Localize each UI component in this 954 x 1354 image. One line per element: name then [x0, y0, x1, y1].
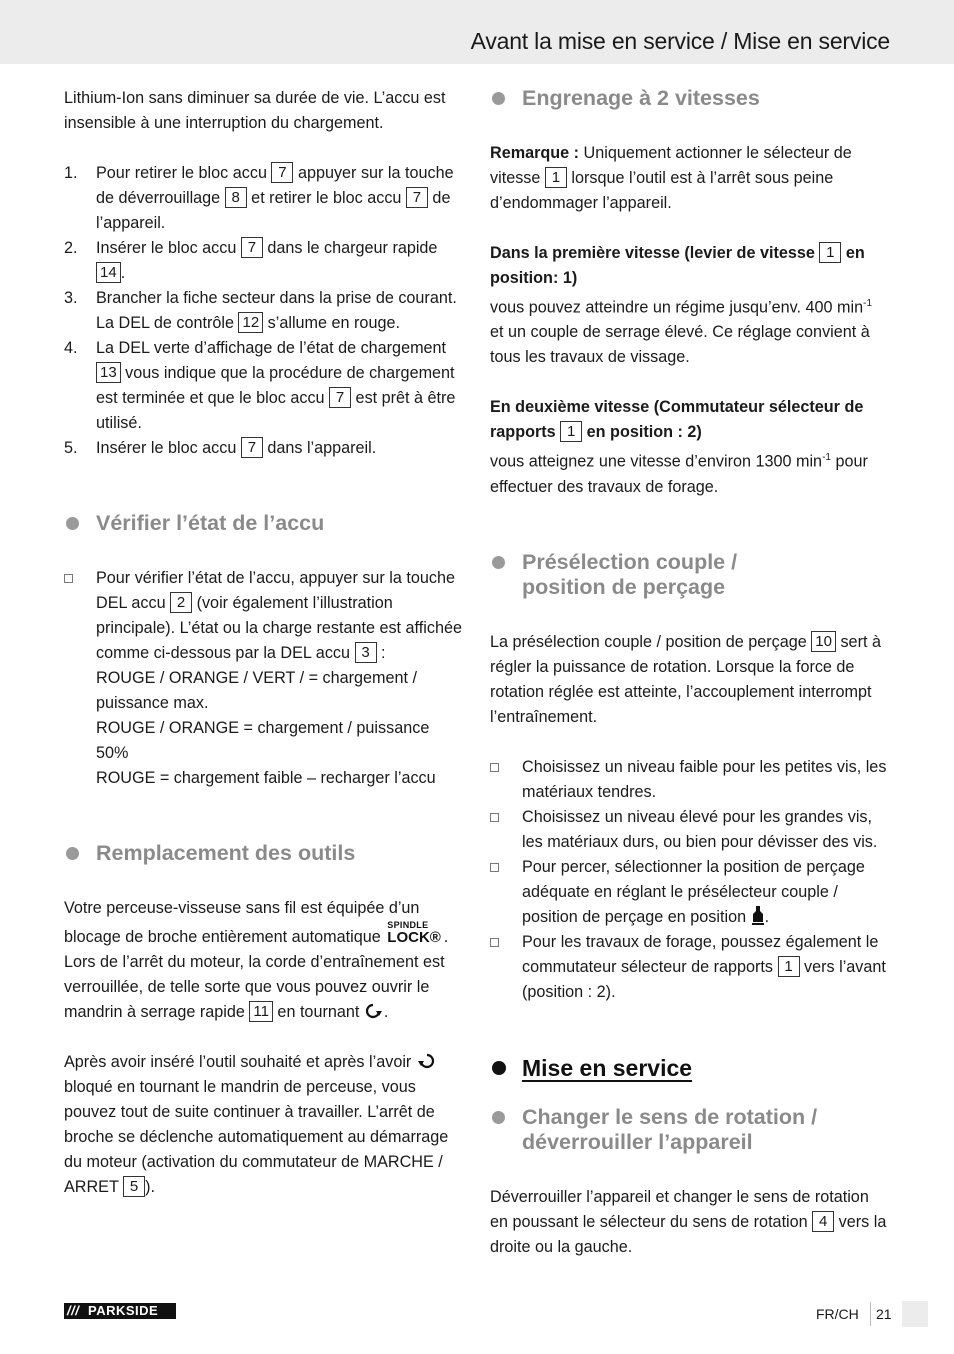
- text: en tournant: [272, 1003, 364, 1021]
- checkbox-bullet-icon: [490, 863, 499, 872]
- gear-note: [490, 141, 890, 216]
- list-item: [64, 236, 464, 286]
- list-item: [490, 855, 890, 930]
- logo-text: PARKSIDE: [88, 1303, 159, 1318]
- item-text: Choisissez un niveau élevé pour les grandes vis, les matériaux durs, ou bien pour dévisser des vis.: [522, 807, 878, 851]
- text: en position : 2): [582, 423, 702, 442]
- superscript: -1: [822, 452, 831, 464]
- text: et un couple de serrage élevé. Ce réglage convient à tous les travaux de vissage.: [490, 323, 870, 367]
- ref-box: 7: [329, 387, 351, 408]
- ref-box: 1: [560, 421, 582, 442]
- text: Déverrouiller l’appareil et changer le sens de rotation en poussant le sélecteur du sens de rotation: [490, 1187, 869, 1231]
- gear-first: [490, 241, 890, 370]
- heading-text: position de perçage: [522, 574, 726, 599]
- item-text: Pour percer, sélectionner la position de perçage adéquate en réglant le présélecteur couple / position de perçage en position: [522, 857, 865, 926]
- page-title: Avant la mise en service / Mise en service: [470, 28, 890, 54]
- heading-text: Vérifier l’état de l’accu: [96, 511, 325, 535]
- rotate-counterclockwise-icon: [416, 1052, 436, 1070]
- language-code: FR/CH: [816, 1306, 859, 1322]
- heading-text: Présélection couple /: [522, 549, 738, 574]
- bullet-dot-icon: [492, 556, 505, 569]
- note-label: Remarque :: [490, 144, 580, 162]
- step-number: 3.: [64, 289, 78, 307]
- list-item: [64, 566, 464, 791]
- step-text: La DEL verte d’affichage de l’état de chargement: [96, 339, 447, 357]
- step-text: Pour retirer le bloc accu: [96, 164, 272, 182]
- list-item: [64, 336, 464, 436]
- ref-box: 1: [545, 167, 567, 188]
- text: Uniquement actionner le sélecteur de vitesse: [490, 144, 852, 187]
- intro-paragraph: Lithium-Ion sans diminuer sa durée de vie. L’accu est insensible à une interruption du chargement.: [64, 89, 446, 132]
- bullet-dot-icon: [492, 92, 505, 105]
- item-text: (voir également l’illustration principale). L’état ou la charge restante est affichée comme ci-dessous par la DEL accu: [96, 594, 462, 662]
- ref-box: 4: [812, 1211, 834, 1232]
- heading-text: déverrouiller l’appareil: [522, 1129, 753, 1154]
- text: en position: 1): [490, 244, 865, 287]
- ref-box: 11: [249, 1001, 273, 1022]
- step-number: 5.: [64, 439, 78, 457]
- step-text: .: [120, 264, 126, 282]
- ref-box: 1: [819, 242, 841, 263]
- footer-tab: [902, 1301, 928, 1327]
- ref-box: 3: [355, 642, 377, 663]
- charging-steps: [64, 161, 464, 461]
- step-text: dans le chargeur rapide: [262, 239, 438, 257]
- list-item: [490, 805, 890, 855]
- checkbox-bullet-icon: [490, 938, 499, 947]
- step-text: de l’appareil.: [96, 189, 451, 232]
- parkside-logo: [64, 1303, 176, 1319]
- bullet-dot-icon: [492, 1061, 506, 1075]
- step-text: dans l’appareil.: [262, 439, 377, 457]
- accu-list: [64, 566, 464, 791]
- logo-stripes: ///: [67, 1303, 80, 1318]
- text: Votre perceuse-visseuse sans fil est équipée d’un blocage de broche entièrement automatique: [64, 899, 420, 946]
- spindle-lock-logo: [385, 921, 439, 945]
- footer-divider: [870, 1302, 871, 1326]
- checkbox-bullet-icon: [64, 574, 73, 583]
- superscript: -1: [863, 298, 873, 309]
- list-item: [64, 436, 464, 461]
- drill-position-icon: [751, 905, 765, 925]
- left-column: [64, 86, 464, 1225]
- list-item: [64, 286, 464, 336]
- section-heading-tools: [64, 841, 464, 866]
- step-text: Brancher la fiche secteur dans la prise de courant. La DEL de contrôle: [96, 289, 457, 332]
- ref-box: 7: [271, 162, 293, 183]
- item-text: :: [376, 644, 386, 662]
- heading-text: Remplacement des outils: [96, 841, 356, 865]
- checkbox-bullet-icon: [490, 813, 499, 822]
- ref-box: 8: [225, 187, 247, 208]
- text: En deuxième vitesse (Commutateur sélecteur de rapports: [490, 398, 864, 442]
- rotation-paragraph: [490, 1185, 890, 1260]
- text: vous pouvez atteindre un régime jusqu’env. 400 min: [490, 298, 864, 317]
- text: Après avoir inséré l’outil souhaité et après l’avoir: [64, 1053, 416, 1071]
- logo-text: SPINDLE: [387, 920, 429, 930]
- heading-text: Mise en service: [522, 1054, 693, 1081]
- section-heading-accu: [64, 511, 464, 536]
- list-item: [490, 755, 890, 805]
- tools-paragraph-2: [64, 1050, 464, 1200]
- step-text: est prêt à être utilisé.: [96, 389, 456, 432]
- ref-box: 13: [96, 362, 121, 383]
- list-item: [64, 161, 464, 236]
- text: bloqué en tournant le mandrin de perceuse, vous pouvez tout de suite continuer à travailler. L’arrêt de broche se déclenche automatiquement au démarrage du moteur (activation du commutateur de MARCHE / ARRET: [64, 1078, 449, 1196]
- section-heading-service: [490, 1055, 890, 1081]
- bullet-dot-icon: [66, 517, 79, 530]
- section-heading-torque: [490, 550, 890, 600]
- page-number: 21: [876, 1306, 892, 1322]
- logo-text: LOCK®: [387, 929, 441, 946]
- ref-box: 7: [241, 437, 263, 458]
- text: Dans la première vitesse (levier de vitesse: [490, 244, 820, 262]
- item-text: vers l’avant (position : 2).: [522, 957, 886, 1001]
- step-number: 2.: [64, 239, 78, 257]
- ref-box: 7: [241, 237, 263, 258]
- text: vers la droite ou la gauche.: [490, 1212, 887, 1256]
- torque-paragraph: [490, 630, 890, 730]
- text: sert à régler la puissance de rotation. Lorsque la force de rotation réglée est atteinte, l’accouplement interrompt l’entraînement.: [490, 632, 881, 726]
- step-text: vous indique que la procédure de chargement est terminée et que le bloc accu: [96, 364, 455, 407]
- rotate-clockwise-icon: [364, 1002, 384, 1020]
- item-text: Choisissez un niveau faible pour les petites vis, les matériaux tendres.: [522, 757, 887, 801]
- right-column: [490, 86, 890, 1285]
- text: vous atteignez une vitesse d’environ 1300 min: [490, 452, 823, 471]
- ref-box: 5: [123, 1176, 145, 1197]
- step-number: 4.: [64, 339, 78, 357]
- checkbox-bullet-icon: [490, 763, 499, 772]
- text: ).: [145, 1178, 155, 1196]
- torque-list: [490, 755, 890, 1005]
- step-text: appuyer sur la touche de déverrouillage: [96, 164, 454, 207]
- item-text: .: [764, 907, 770, 926]
- text: lorsque l’outil est à l’arrêt sous peine d’endommager l’appareil.: [490, 169, 834, 212]
- led-status-line: ROUGE = chargement faible – recharger l’accu: [96, 769, 436, 787]
- step-text: et retirer le bloc accu: [246, 189, 406, 207]
- section-heading-rotation: [490, 1105, 890, 1155]
- bullet-dot-icon: [66, 847, 79, 860]
- step-text: Insérer le bloc accu: [96, 439, 241, 457]
- item-text: Pour vérifier l’état de l’accu, appuyer sur la touche DEL accu: [96, 569, 456, 612]
- step-text: s’allume en rouge.: [263, 314, 400, 332]
- item-text: Pour les travaux de forage, poussez également le commutateur sélecteur de rapports: [522, 932, 879, 976]
- bullet-dot-icon: [492, 1111, 505, 1124]
- text: . Lors de l’arrêt du moteur, la corde d’entraînement est verrouillée, de telle sorte que vous pouvez ouvrir le mandrin à serrage rapide: [64, 928, 449, 1021]
- section-heading-gear: [490, 86, 890, 111]
- heading-text: Changer le sens de rotation /: [522, 1104, 818, 1129]
- text: La présélection couple / position de perçage: [490, 632, 812, 651]
- heading-text: Engrenage à 2 vitesses: [522, 86, 760, 110]
- list-item: [490, 930, 890, 1005]
- ref-box: 14: [96, 262, 121, 283]
- ref-box: 2: [170, 592, 192, 613]
- tools-paragraph-1: [64, 896, 464, 1025]
- ref-box: 7: [406, 187, 428, 208]
- text: .: [383, 1003, 389, 1021]
- led-status-line: ROUGE / ORANGE / VERT / = chargement / puissance max.: [96, 669, 418, 712]
- gear-second: [490, 395, 890, 499]
- ref-box: 1: [778, 956, 800, 977]
- step-text: Insérer le bloc accu: [96, 239, 241, 257]
- led-status-line: ROUGE / ORANGE = chargement / puissance 50%: [96, 719, 430, 762]
- ref-box: 10: [811, 631, 836, 652]
- text: pour effectuer des travaux de forage.: [490, 452, 868, 496]
- ref-box: 12: [238, 312, 263, 333]
- step-number: 1.: [64, 164, 78, 182]
